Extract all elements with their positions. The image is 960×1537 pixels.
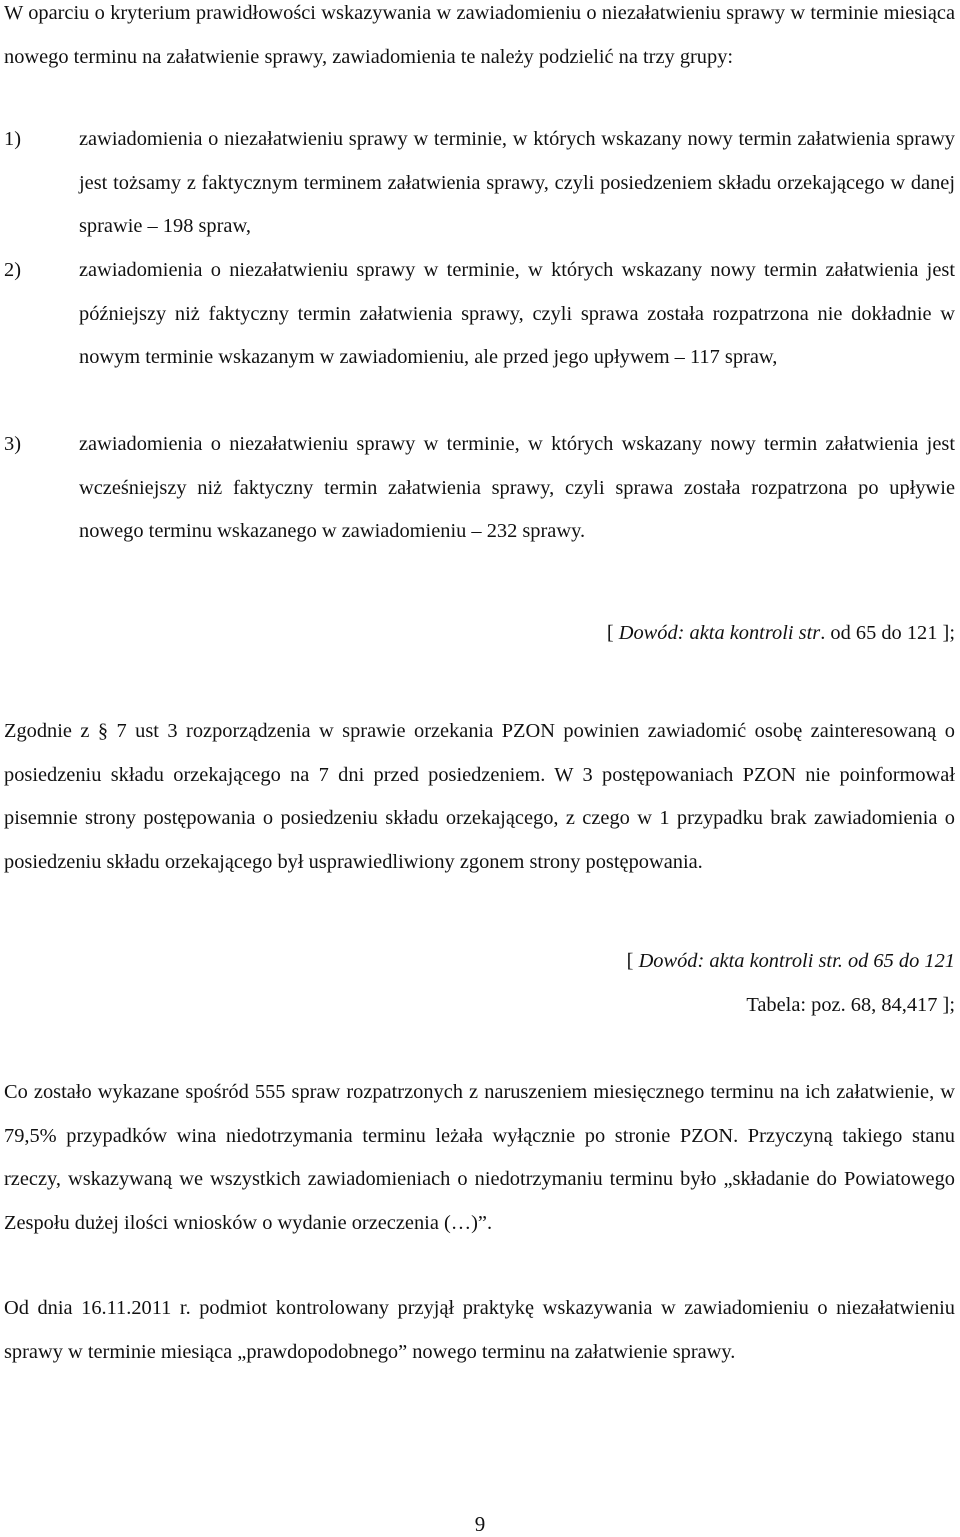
list-item xyxy=(4,423,955,554)
list-item-number: 2) xyxy=(4,259,21,281)
evidence-table-reference xyxy=(746,984,955,1028)
list-item-text: zawiadomienia o niezałatwieniu sprawy w terminie, w których wskazany nowy termin załatwienia jest wcześniejszy niż faktyczny termin załatwienia sprawy, czyli sprawa została rozpatrzona po upływie nowego terminu wskazanego w zawiadomieniu – 232 sprawy. xyxy=(79,433,955,543)
paragraph-notification: Zgodnie z § 7 ust 3 rozporządzenia w sprawie orzekania PZON powinien zawiadomić osobę zainteresowaną o posiedzeniu składu orzekającego na 7 dni przed posiedzeniem. W 3 postępowaniach PZON nie poinformował pisemnie strony postępowania o posiedzeniu składu orzekającego, z czego w 1 przypadku brak zawiadomienia o posiedzeniu składu orzekającego był usprawiedliwiony zgonem strony postępowania. xyxy=(4,720,955,873)
evidence-bracket: [ xyxy=(606,622,619,644)
evidence-table-label: Tabela: poz xyxy=(746,994,841,1016)
list-item-number: 1) xyxy=(4,128,21,150)
evidence-pages: . od 65 do 121 ]; xyxy=(820,622,955,644)
paragraph-findings: Co zostało wykazane spośród 555 spraw rozpatrzonych z naruszeniem miesięcznego terminu na ich załatwienie, w 79,5% przypadków wina niedotrzymania terminu leżała wyłącznie po stronie PZON. Przyczyną takiego stanu rzeczy, wskazywaną we wszystkich zawiadomieniach o niedotrzymaniu terminu było „składanie do Powiatowego Zespołu dużej ilości wniosków o wydanie orzeczenia (…)”. xyxy=(4,1081,955,1234)
intro-paragraph: W oparciu o kryterium prawidłowości wskazywania w zawiadomieniu o niezałatwieniu sprawy w terminie miesiąca nowego terminu na załatwienie sprawy, zawiadomienia te należy podzielić na trzy grupy: xyxy=(4,2,955,68)
list-item-text: zawiadomienia o niezałatwieniu sprawy w terminie, w których wskazany nowy termin załatwienia jest późniejszy niż faktyczny termin załatwienia sprawy, czyli sprawa została rozpatrzona nie dokładnie w nowym terminie wskazanym w zawiadomieniu, ale przed jego upływem – 117 spraw, xyxy=(79,259,955,369)
evidence-reference xyxy=(607,612,955,656)
list-item xyxy=(4,118,955,249)
page-number: 9 xyxy=(474,1512,486,1536)
evidence-bracket: [ xyxy=(626,950,639,972)
evidence-source: Dowód: akta kontroli str. od 65 do 121 xyxy=(638,950,955,972)
evidence-reference xyxy=(627,940,955,984)
evidence-table-positions: . 68, 84,417 ]; xyxy=(840,994,955,1016)
paragraph-practice: Od dnia 16.11.2011 r. podmiot kontrolowany przyjął praktykę wskazywania w zawiadomieniu o niezałatwieniu sprawy w terminie miesiąca „prawdopodobnego” nowego terminu na załatwienie sprawy. xyxy=(4,1297,955,1363)
list-item-text: zawiadomienia o niezałatwieniu sprawy w terminie, w których wskazany nowy termin załatwienia sprawy jest tożsamy z faktycznym terminem załatwienia sprawy, czyli posiedzeniem składu orzekającego w danej sprawie – 198 spraw, xyxy=(79,128,955,238)
list-item-number: 3) xyxy=(4,433,21,455)
list-item xyxy=(4,249,955,380)
evidence-source: Dowód: akta kontroli str xyxy=(618,622,821,644)
